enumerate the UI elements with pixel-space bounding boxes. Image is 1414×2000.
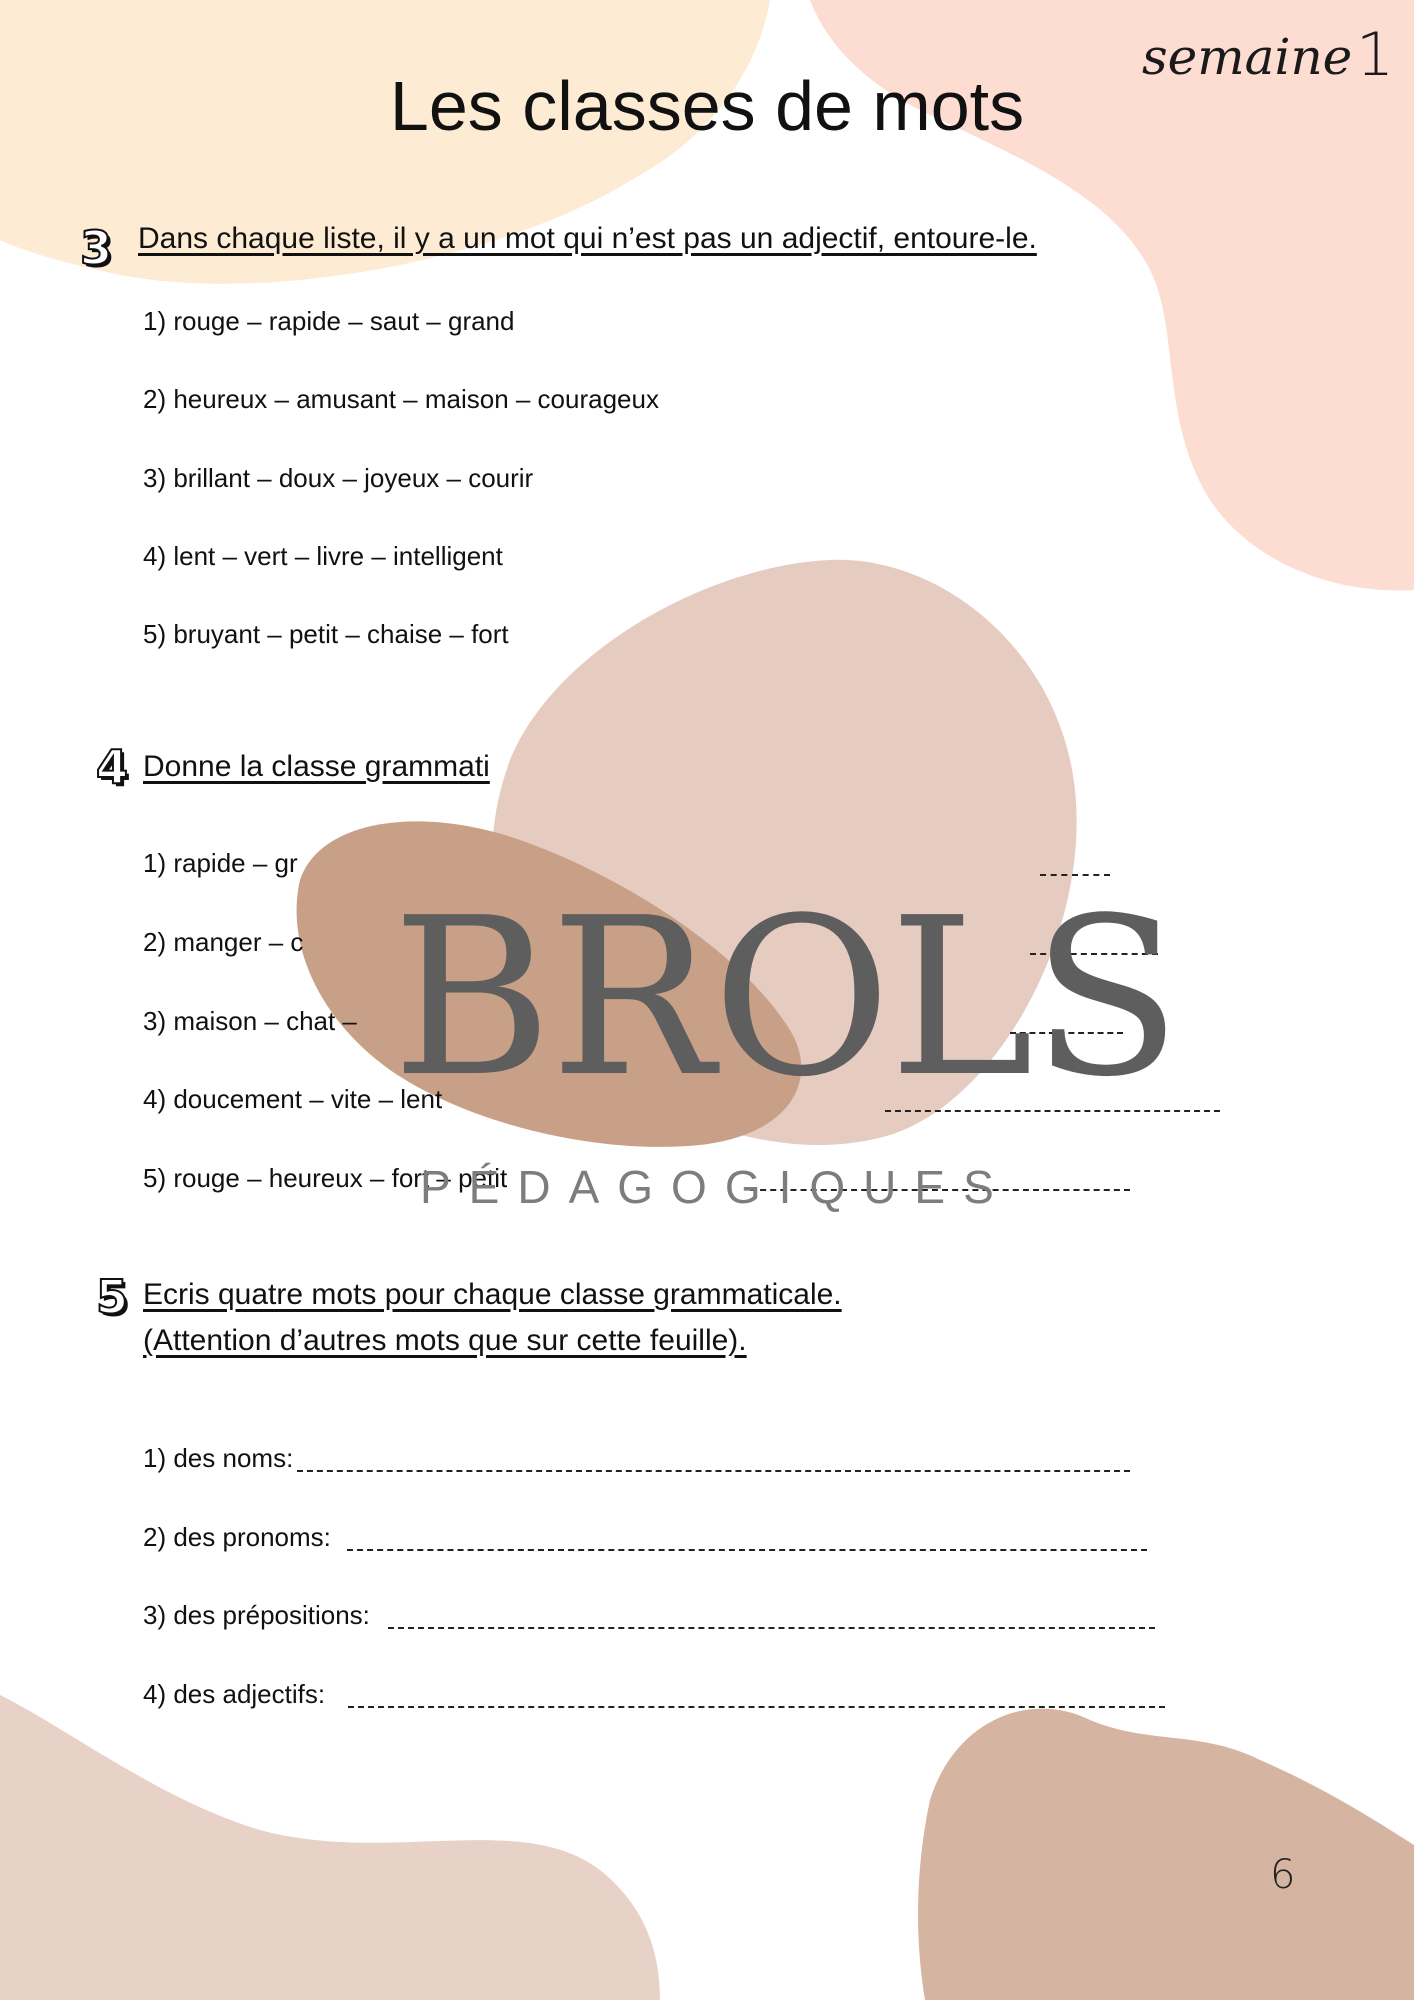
exercise-4-instruction: Donne la classe grammati [143,750,490,783]
week-number: 1 [1356,20,1395,90]
tan-blob-bottom-right [918,1709,1414,2000]
exercise-5-item: 2) des pronoms: [143,1522,331,1552]
answer-line [348,1706,1165,1708]
page-number: 6 [1270,1852,1296,1898]
exercise-5-item: 3) des prépositions: [143,1600,370,1630]
watermark-brand: BROLS [392,872,1180,1125]
exercise-3-item: 2) heureux – amusant – maison – courageux [143,384,659,414]
exercise-5-instruction-line2: (Attention d’autres mots que sur cette feuille). [143,1324,747,1357]
exercise-5-item: 1) des noms: [143,1443,294,1473]
exercise-4-item: 2) manger – c [143,927,304,957]
exercise-5-item: 4) des adjectifs: [143,1679,326,1709]
rose-blob-bottom-left [0,1695,660,2000]
answer-line [388,1627,1155,1629]
exercise-4-item: 1) rapide – gr [143,848,298,878]
exercise-3-item: 5) bruyant – petit – chaise – fort [143,619,509,649]
exercise-number-5: 5 [96,1270,129,1324]
exercise-3-item: 4) lent – vert – livre – intelligent [143,541,503,571]
exercise-4-item: 3) maison – chat – [143,1006,357,1036]
exercise-3-item: 1) rouge – rapide – saut – grand [143,306,515,336]
answer-line [347,1549,1147,1551]
exercise-4-item: 5) rouge – heureux – fort – petit [143,1163,508,1193]
answer-line [297,1470,1130,1472]
exercise-number-4: 4 [96,740,129,794]
week-label: semaine [1142,28,1353,86]
watermark-subtitle: PÉDAGOGIQUES [420,1161,1012,1213]
exercise-5-instruction-line1: Ecris quatre mots pour chaque classe grammaticale. [143,1278,842,1311]
exercise-number-3: 3 [80,221,113,275]
exercise-4-item: 4) doucement – vite – lent [143,1084,443,1114]
exercise-3-item: 3) brillant – doux – joyeux – courir [143,463,534,493]
exercise-3-instruction: Dans chaque liste, il y a un mot qui n’est pas un adjectif, entoure-le. [138,222,1037,255]
page-title: Les classes de mots [389,67,1025,145]
